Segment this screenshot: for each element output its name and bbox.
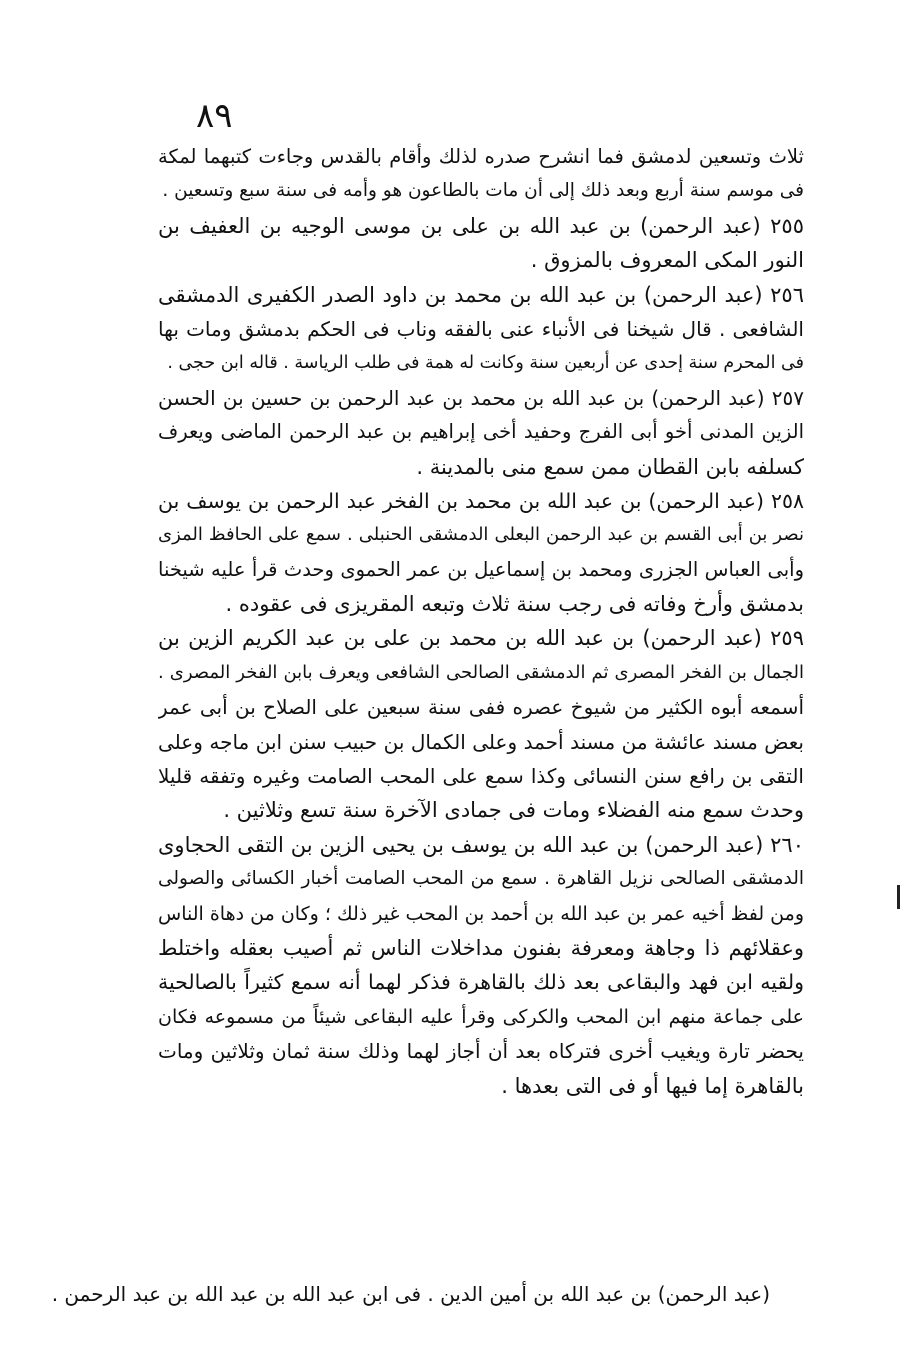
text-line: الشافعى . قال شيخنا فى الأنباء عنى بالفقه وناب فى الحكم بدمشق ومات بها	[158, 316, 804, 341]
text-line: وأبى العباس الجزرى ومحمد بن إسماعيل بن عمر الحموى وحدث قرأ عليه شيخنا	[158, 557, 804, 581]
footnote: (عبد الرحمن) بن عبد الله بن أمين الدين . فى ابن عبد الله بن عبد الله بن عبد الرحمن .	[51, 1282, 770, 1306]
text-line: يحضر تارة ويغيب أخرى فتركاه بعد أن أجاز لهما وذلك سنة ثمان وثلاثين ومات	[158, 1039, 804, 1064]
text-line: وحدث سمع منه الفضلاء ومات فى جمادى الآخرة سنة تسع وثلاثين .	[223, 798, 804, 823]
text-line: ثلاث وتسعين لدمشق فما انشرح صدره لذلك وأقام بالقدس وجاءت كتبهما لمكة	[158, 145, 804, 168]
text-line: الجمال بن الفخر المصرى ثم الدمشقى الصالحى الشافعى ويعرف بابن الفخر المصرى .	[158, 661, 804, 683]
text-line: بدمشق وأرخ وفاته فى رجب سنة ثلاث وتبعه المقريزى فى عقوده .	[225, 592, 804, 617]
text-line: ٢٥٩ (عبد الرحمن) بن عبد الله بن محمد بن على بن عبد الكريم الزين بن	[158, 626, 804, 651]
body-text	[158, 140, 804, 1103]
text-line: التقى بن رافع سنن النسائى وكذا سمع على المحب الصامت وغيره وتفقه قليلا	[158, 764, 804, 789]
text-line: وعقلائهم ذا وجاهة ومعرفة بفنون مداخلات الناس ثم أصيب بعقله واختلط	[158, 935, 804, 960]
text-line: ومن لفظ أخيه عمر بن عبد الله بن أحمد بن المحب غير ذلك ؛ وكان من دهاة الناس	[158, 902, 804, 925]
text-line: فى موسم سنة أربع وبعد ذلك إلى أن مات بالطاعون هو وأمه فى سنة سبع وتسعين .	[162, 180, 804, 202]
scan-artifact	[897, 885, 900, 909]
page-number: ٨٩	[196, 96, 233, 136]
text-line: فى المحرم سنة إحدى عن أربعين سنة وكانت له همة فى طلب الرياسة . قاله ابن حجى .	[167, 353, 804, 374]
text-line: الزين المدنى أخو أبى الفرج وحفيد أخى إبراهيم بن عبد الرحمن الماضى ويعرف	[158, 420, 804, 444]
text-line: بالقاهرة إما فيها أو فى التى بعدها .	[501, 1073, 804, 1098]
text-line: على جماعة منهم ابن المحب والكركى وقرأ عليه البقاعى شيئاً من مسموعه فكان	[158, 1005, 804, 1028]
text-line: ٢٥٨ (عبد الرحمن) بن عبد الله بن محمد بن الفخر عبد الرحمن بن يوسف بن	[158, 488, 804, 513]
text-line: ولقيه ابن فهد والبقاعى بعد ذلك بالقاهرة فذكر لهما أنه سمع كثيراً بالصالحية	[158, 970, 804, 995]
text-line: النور المكى المعروف بالمزوق .	[530, 248, 804, 273]
text-line: كسلفه بابن القطان ممن سمع منى بالمدينة .	[416, 454, 804, 479]
text-line: ٢٥٥ (عبد الرحمن) بن عبد الله بن على بن موسى الوجيه بن العفيف بن	[158, 213, 804, 238]
text-line: ٢٥٧ (عبد الرحمن) بن عبد الله بن محمد بن عبد الرحمن بن حسين بن الحسن	[158, 385, 804, 410]
text-line: نصر بن أبى القسم بن عبد الرحمن البعلى الدمشقى الحنبلى . سمع على الحافظ المزى	[158, 524, 804, 546]
text-line: ٢٦٠ (عبد الرحمن) بن عبد الله بن يوسف بن يحيى الزين بن التقى الحجاوى	[158, 832, 804, 857]
text-line: بعض مسند عائشة من مسند أحمد وعلى الكمال بن حبيب سنن ابن ماجه وعلى	[158, 729, 804, 754]
text-line: الدمشقى الصالحى نزيل القاهرة . سمع من المحب الصامت أخبار الكسائى والصولى	[158, 868, 804, 890]
text-line: ٢٥٦ (عبد الرحمن) بن عبد الله بن محمد بن داود الصدر الكفيرى الدمشقى	[158, 282, 804, 307]
text-line: أسمعه أبوه الكثير من شيوخ عصره ففى سنة سبعين على الصلاح بن أبى عمر	[158, 695, 804, 720]
